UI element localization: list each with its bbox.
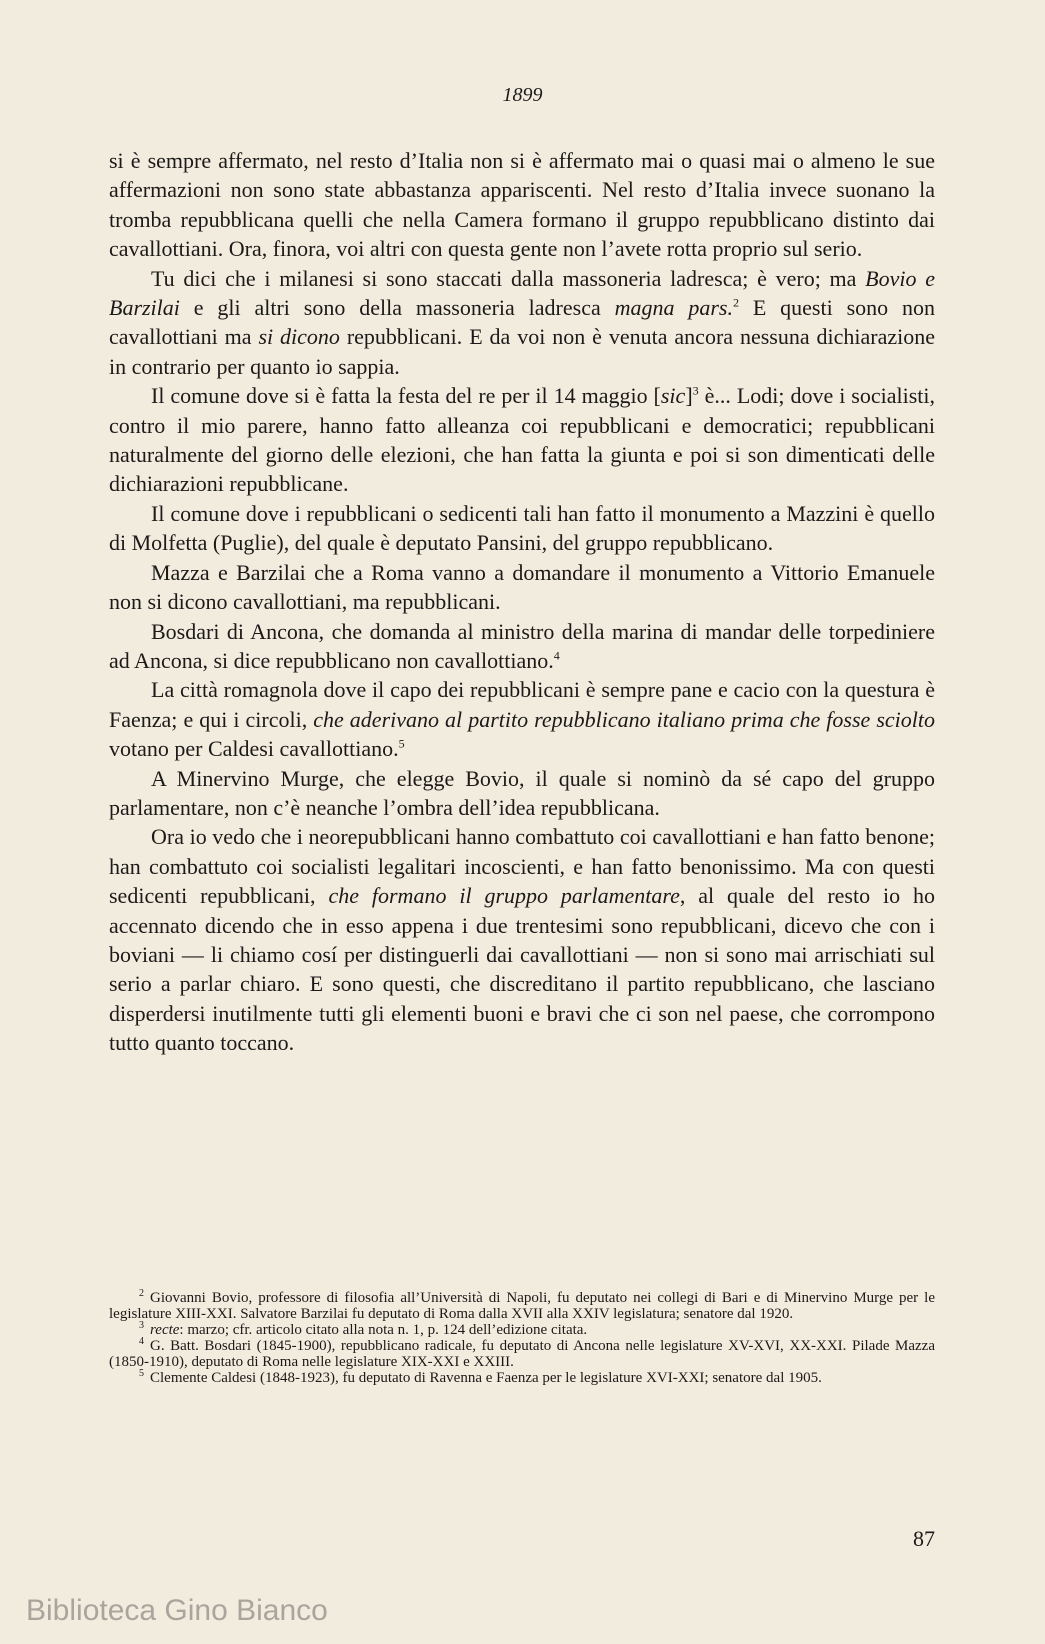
italic-text: recte (150, 1322, 180, 1338)
footnote (109, 1290, 935, 1322)
paragraph (109, 146, 935, 264)
footnote-number: 4 (139, 1336, 144, 1347)
text-run: : marzo; cfr. articolo citato alla nota n. 1, p. 124 dell’edizione citata. (179, 1322, 588, 1338)
footnote (109, 1322, 935, 1338)
text-run: Mazza e Barzilai che a Roma vanno a domandare il monumento a Vittorio Emanuele non si dicono cavallottiani, ma repubblicani. (109, 559, 935, 615)
body-text (109, 146, 935, 1058)
text-run: La città romagnola dove il capo dei repubblicani è sempre pane e cacio con la questura è Faenza; e qui i circoli, (109, 677, 935, 732)
text-run: G. Batt. Bosdari (1845-1900), repubblicano radicale, fu deputato di Ancona nelle legislature XV-XVI, XX-XXI. Pilade Mazza (1850-1910), deputato di Roma nelle legislature XIX-XXI e XXIII. (109, 1338, 935, 1370)
paragraph (109, 675, 935, 763)
text-run: E questi sono non cavallottiani ma (109, 295, 935, 350)
italic-text: Bovio e Barzilai (109, 265, 935, 321)
footnote-ref: 4 (553, 648, 560, 663)
footnote (109, 1338, 935, 1370)
paragraph (109, 822, 935, 1057)
paragraph (109, 499, 935, 558)
text-run: Il comune dove si è fatta la festa del re per il 14 maggio [ (151, 383, 661, 409)
running-header: 1899 (502, 84, 543, 106)
footnote-ref: 3 (692, 383, 699, 398)
footnote-number: 3 (139, 1320, 144, 1331)
text-run: è... Lodi; dove i socialisti, contro il mio parere, hanno fatto alleanza coi repubblicani e democratici; repubblicani naturalmente del giorno delle elezioni, che han fatta la giunta e poi si son dimenticati delle dichiarazioni repubblicane. (109, 383, 935, 497)
italic-text: che aderivano al partito repubblicano italiano prima che fosse sciolto (313, 706, 935, 732)
text-run: ] (685, 383, 693, 409)
text-run: , al quale del resto io ho accennato dicendo che in esso appena i due trentesimi sono repubblicani, dicevo che con i boviani — li chiamo cosí per distinguerli dai cavallottiani — non si sono mai arrischiati sul serio a parlar chiaro. E sono questi, che discreditano il partito repubblicano, che lasciano disperdersi inutilmente tutti gli elementi buoni e bravi che ci son nel paese, che corrompono tutto quanto toccano. (109, 883, 935, 1056)
italic-text: che formano il gruppo parlamentare (328, 883, 680, 909)
footnote-ref: 5 (398, 736, 405, 751)
text-run: Tu dici che i milanesi si sono staccati dalla massoneria ladresca; è vero; ma (151, 265, 866, 291)
paragraph (109, 558, 935, 617)
footnote-ref: 2 (732, 295, 739, 310)
footnote-number: 5 (139, 1368, 144, 1379)
text-run: Ora io vedo che i neorepubblicani hanno combattuto coi cavallottiani e han fatto benone; han combattuto coi socialisti legalitari incoscienti, e han fatto benonissimo. Ma con questi sedicenti repubblicani, (109, 824, 935, 909)
italic-text: magna pars. (614, 295, 733, 321)
text-run: Giovanni Bovio, professore di filosofia all’Università di Napoli, fu deputato nei collegi di Bari e di Minervino Murge per le legislature XIII-XXI. Salvatore Barzilai fu deputato di Roma dalla XVII alla XXIV legislatura; senatore dal 1920. (109, 1290, 935, 1322)
text-run: si è sempre affermato, nel resto d’Italia non si è affermato mai o quasi mai o almeno le sue affermazioni non sono state abbastanza appariscenti. Nel resto d’Italia invece suonano la tromba repubblicana quelli che nella Camera formano il gruppo repubblicano distinto dai cavallottiani. Ora, finora, voi altri con questa gente non l’avete rotta proprio sul serio. (109, 148, 935, 262)
text-run: repubblicani. E da voi non è venuta ancora nessuna dichiarazione in contrario per quanto io sappia. (109, 324, 936, 379)
italic-text: si dicono (258, 324, 340, 350)
footnote-number: 2 (139, 1288, 144, 1299)
paragraph (109, 764, 935, 823)
text-run: e gli altri sono della massoneria ladresca (179, 295, 615, 321)
footnote (109, 1370, 935, 1386)
text-run: Clemente Caldesi (1848-1923), fu deputato di Ravenna e Faenza per le legislature XVI-XXI; senatore dal 1905. (150, 1370, 822, 1386)
paragraph (109, 381, 935, 499)
text-run: Bosdari di Ancona, che domanda al ministro della marina di mandar delle torpediniere ad Ancona, si dice repubblicano non cavallottiano. (109, 618, 935, 673)
text-run: A Minervino Murge, che elegge Bovio, il quale si nominò da sé capo del gruppo parlamentare, non c’è neanche l’ombra dell’idea repubblicana. (109, 765, 935, 820)
text-run: votano per Caldesi cavallottiano. (109, 736, 399, 762)
footnotes (109, 1290, 935, 1386)
paragraph (109, 264, 935, 382)
italic-text: sic (660, 383, 686, 409)
page-number: 87 (913, 1526, 935, 1551)
paragraph (109, 617, 935, 676)
library-watermark: Biblioteca Gino Bianco (26, 1594, 328, 1627)
text-run: Il comune dove i repubblicani o sedicenti tali han fatto il monumento a Mazzini è quello di Molfetta (Puglie), del quale è deputato Pansini, del gruppo repubblicano. (109, 500, 935, 556)
